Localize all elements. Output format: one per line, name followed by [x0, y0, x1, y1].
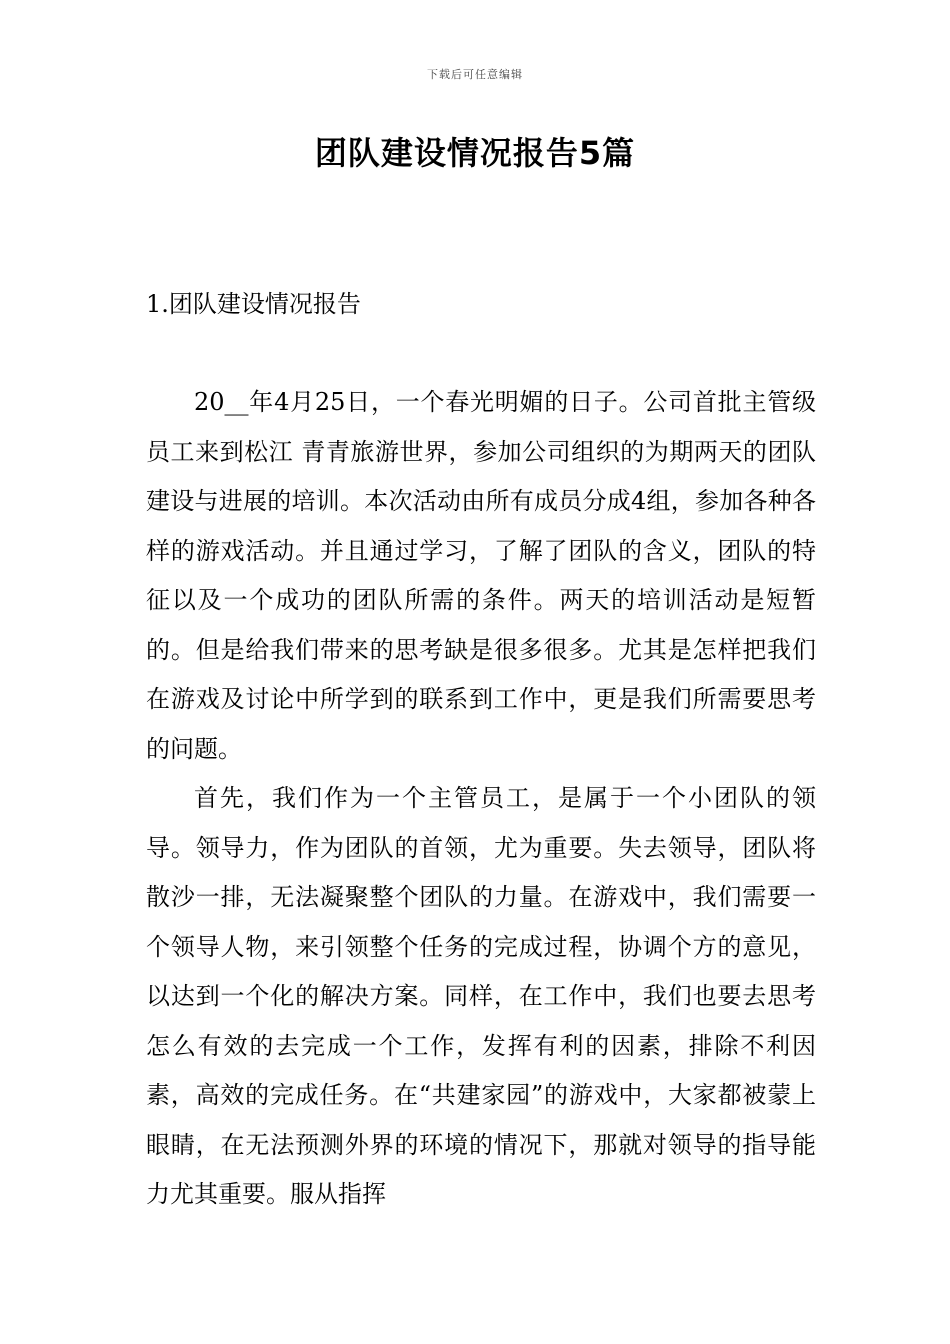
paragraph-1: 20__年4月25日，一个春光明媚的日子。公司首批主管级员工来到松江 青青旅游世界，参加公司组织的为期两天的团队建设与进展的培训。本次活动由所有成员分成4组，参加各种各样的游戏活动。并且通过学习，了解了团队的含义，团队的特征以及一个成功的团队所需的条件。两天的培训活动是短暂的。但是给我们带来的思考缺是很多很多。尤其是怎样把我们在游戏及讨论中所学到的联系到工作中，更是我们所需要思考的问题。	[146, 388, 816, 763]
document-title: 团队建设情况报告5篇	[314, 134, 636, 172]
section-heading: 1.团队建设情况报告	[146, 290, 361, 318]
header-note: 下载后可任意编辑	[427, 68, 523, 81]
body-text	[146, 378, 816, 1220]
paragraph-2: 首先，我们作为一个主管员工，是属于一个小团队的领导。领导力，作为团队的首领，尤为重要。失去领导，团队将散沙一排，无法凝聚整个团队的力量。在游戏中，我们需要一个领导人物，来引领整个任务的完成过程，协调个方的意见，以达到一个化的解决方案。同样，在工作中，我们也要去思考怎么有效的去完成一个工作，发挥有利的因素，排除不利因素，高效的完成任务。在“共建家园”的游戏中，大家都被蒙上眼睛，在无法预测外界的环境的情况下，那就对领导的指导能力尤其重要。服从指挥	[146, 784, 816, 1208]
